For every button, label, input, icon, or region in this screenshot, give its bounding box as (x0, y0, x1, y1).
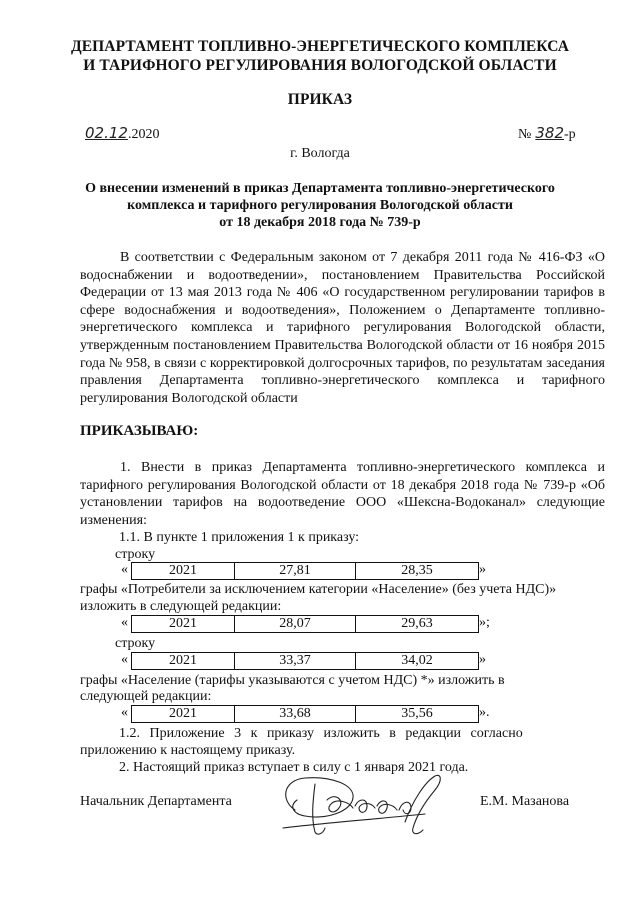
cell-value-1: 33,68 (235, 706, 356, 722)
word-row-2: строку (115, 636, 156, 651)
doc-title-line1: О внесении изменений в приказ Департамента топливно-энергетического (85, 181, 555, 196)
quote-open: « (121, 652, 128, 667)
cell-value-2: 34,02 (401, 653, 433, 668)
cell-value-2: 29,63 (401, 616, 433, 631)
doc-title-line3: от 18 декабря 2018 года № 739-р (219, 215, 421, 230)
cell-value-2: 28,35 (401, 563, 433, 578)
number-sign: № (518, 127, 532, 142)
number-suffix: -р (564, 127, 576, 142)
handwritten-number: 382 (535, 124, 564, 142)
cell-year: 2021 (132, 706, 235, 722)
item-1-2-b: приложению к настоящему приказу. (80, 743, 296, 758)
item-1-1: 1.1. В пункте 1 приложения 1 к приказу: (119, 530, 360, 545)
cell-value-1: 28,07 (235, 616, 356, 632)
signer-name: Е.М. Мазанова (480, 794, 570, 809)
document-number (518, 124, 576, 143)
tariff-cells (131, 705, 479, 723)
tariff-cells (131, 562, 479, 580)
city: г. Вологда (290, 146, 350, 161)
quote-open: « (121, 615, 128, 630)
quote-close: » (479, 562, 486, 577)
date-year: .2020 (127, 127, 160, 142)
cell-value-1: 33,37 (235, 653, 356, 669)
word-row-1: строку (115, 547, 156, 562)
order-word: ПРИКАЗЫВАЮ: (80, 423, 199, 439)
tariff-cells (131, 615, 479, 633)
handwritten-signature (275, 770, 455, 840)
quote-close: »; (479, 615, 490, 630)
document-date (85, 124, 159, 143)
quote-open: « (121, 705, 128, 720)
item-1-2-a: 1.2. Приложение 3 к приказу изложить в редакции согласно (119, 726, 523, 741)
cell-value-1: 27,81 (235, 563, 356, 579)
doc-title-line2: комплекса и тарифного регулирования Вологодской области (127, 198, 513, 213)
signer-position: Начальник Департамента (80, 794, 232, 809)
department-name-line2: И ТАРИФНОГО РЕГУЛИРОВАНИЯ ВОЛОГОДСКОЙ ОБЛАСТИ (83, 57, 557, 74)
cell-year: 2021 (132, 653, 235, 669)
item-1: 1. Внести в приказ Департамента топливно-энергетического комплекса и тарифного регулирования Вологодской области от 18 декабря 2018 года № 739-р «Об установлении тарифов на водоотведение ООО «Шексна-Водоканал» следующие изменения: (80, 460, 605, 528)
graph-1-text-b: изложить в следующей редакции: (80, 599, 282, 614)
quote-close: ». (479, 705, 490, 720)
item-2: 2. Настоящий приказ вступает в силу с 1 января 2021 года. (119, 760, 469, 775)
preamble-paragraph: В соответствии с Федеральным законом от 7 декабря 2011 года № 416-ФЗ «О водоснабжении и водоотведении», постановлением Правительства Российской Федерации от 13 мая 2013 года № 406 «О государственном регулировании тарифов в сфере водоснабжения и водоотведения», Положением о Департаменте топливно-энергетического комплекса и тарифного регулирования Вологодской области, утвержденным постановлением Правительства Вологодской области от 16 ноября 2015 года № 958, в связи с корректировкой долгосрочных тарифов, по результатам заседания правления Департамента топливно-энергетического комплекса и тарифного регулирования Вологодской области (80, 250, 605, 406)
department-name-line1: ДЕПАРТАМЕНТ ТОПЛИВНО-ЭНЕРГЕТИЧЕСКОГО КОМПЛЕКСА (70, 38, 570, 55)
quote-open: « (121, 562, 128, 577)
quote-close: » (479, 652, 486, 667)
tariff-cells (131, 652, 479, 670)
graph-2-text-b: следующей редакции: (80, 689, 212, 704)
graph-2-text-a: графы «Население (тарифы указываются с учетом НДС) *» изложить в (80, 673, 505, 688)
handwritten-date: 02.12 (85, 124, 128, 142)
graph-1-text-a: графы «Потребители за исключением категории «Население» (без учета НДС)» (80, 582, 557, 597)
cell-year: 2021 (132, 563, 235, 579)
cell-value-2: 35,56 (401, 706, 433, 721)
cell-year: 2021 (132, 616, 235, 632)
document-type: ПРИКАЗ (287, 91, 353, 108)
